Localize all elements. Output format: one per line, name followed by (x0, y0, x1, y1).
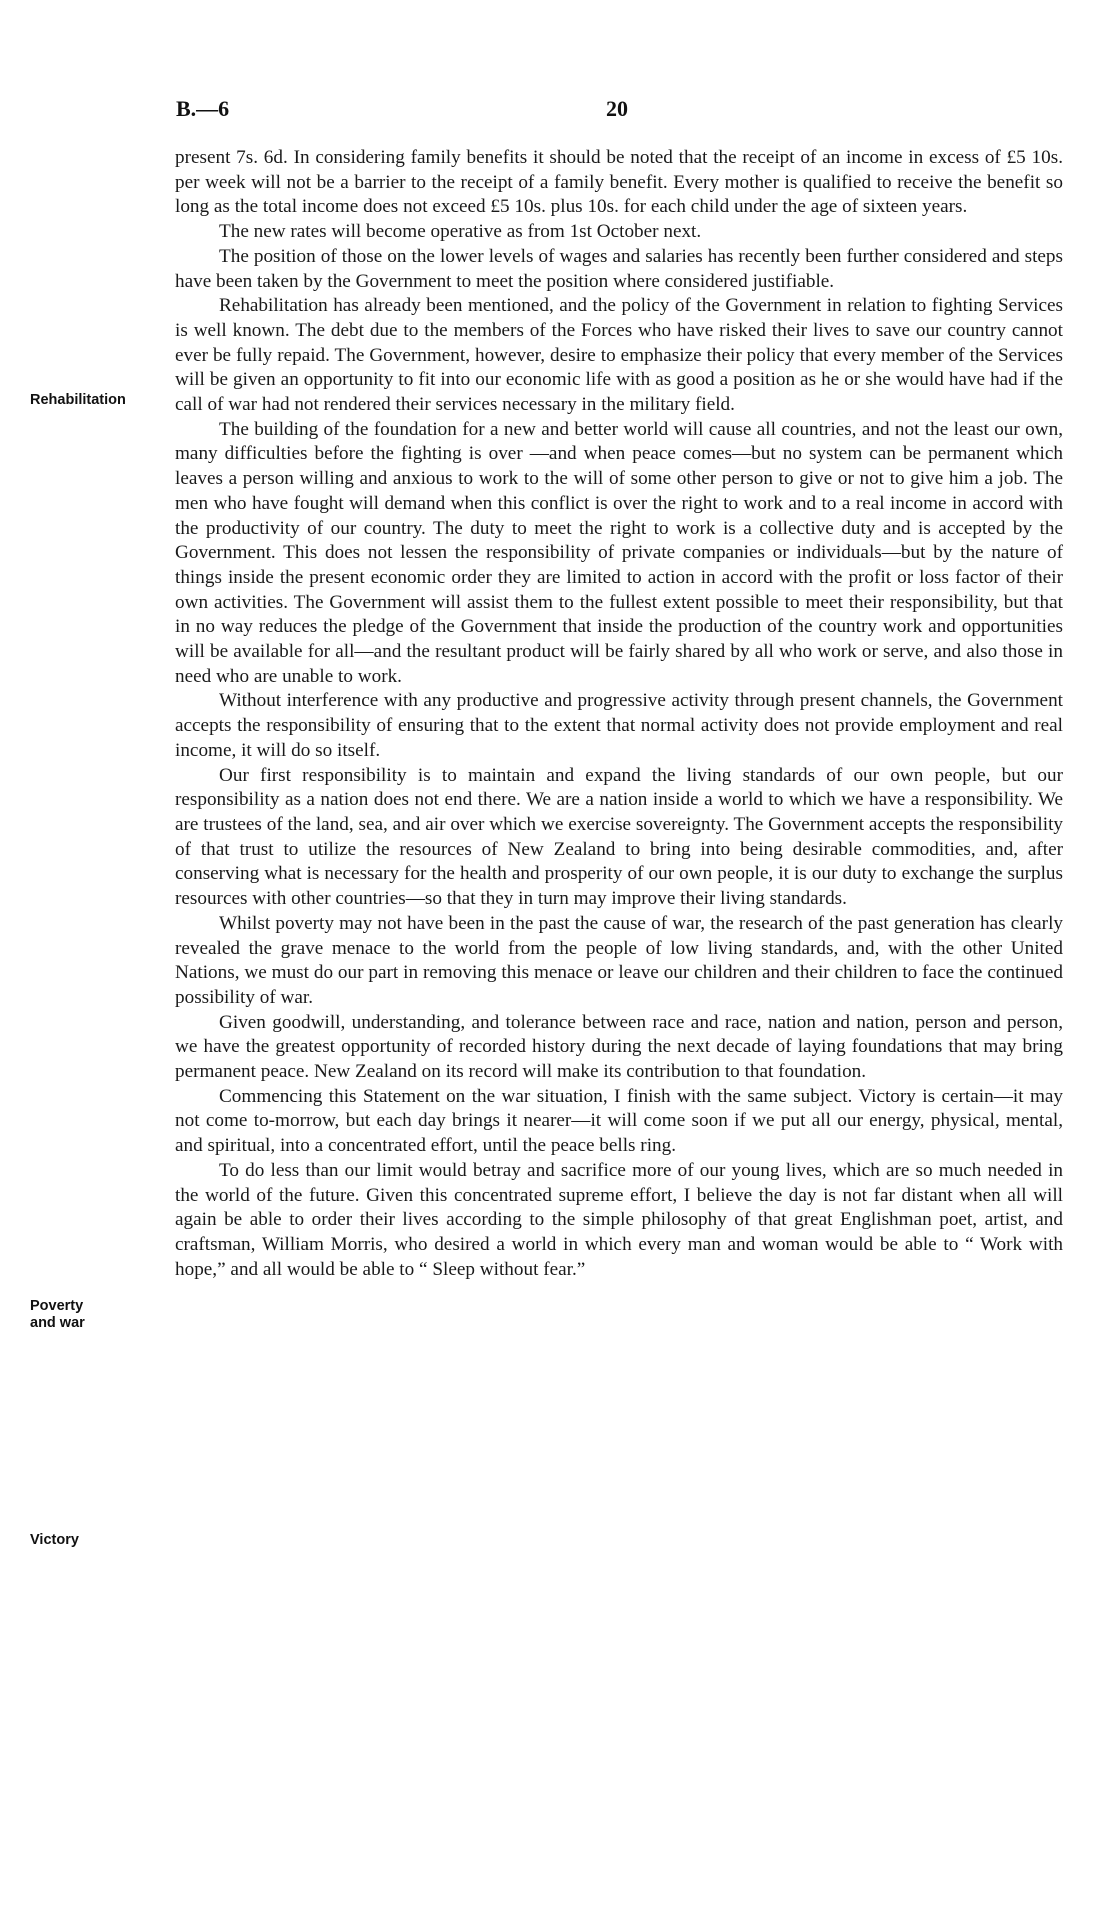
paragraph: The new rates will become operative as from 1st October next. (219, 221, 702, 243)
margin-note-text: Rehabilitation (30, 392, 126, 408)
body-text (175, 146, 1063, 1282)
paragraph: Given goodwill, understanding, and tolerance between race and race, nation and nation, person and person, we have the greatest opportunity of recorded history during the next decade of laying foundations that may bring permanent peace. New Zealand on its record will make its contribution to that foundation. (175, 1011, 1063, 1083)
margin-note-text: Victory (30, 1532, 79, 1548)
paragraph: Without interference with any productive and progressive activity through present channels, the Government accepts the responsibility of ensuring that to the extent that normal activity does not provide employment and real income, it will do so itself. (175, 690, 1063, 761)
page-number: 20 (606, 96, 628, 121)
paragraph: present 7s. 6d. In considering family benefits it should be noted that the receipt of an income in excess of £5 10s. per week will not be a barrier to the receipt of a family benefit. Every mother is qualified to receive the benefit so long as the total income does not exceed £5 10s. plus 10s. for each child under the age of sixteen years. (175, 147, 1063, 218)
margin-note-poverty-and-war (30, 1298, 165, 1332)
paragraph: Rehabilitation has already been mentioned, and the policy of the Government in relation to fighting Services is well known. The debt due to the members of the Forces who have risked their lives to save our country cannot ever be fully repaid. The Government, however, desire to emphasize their policy that every member of the Services will be given an opportunity to fit into our economic life with as good a position as he or she would have had if the call of war had not rendered their services necessary in the military field. (175, 295, 1063, 416)
paragraph: To do less than our limit would betray and sacrifice more of our young lives, which are so much needed in the world of the future. Given this concentrated supreme effort, I believe the day is not far distant when all will again be able to order their lives according to the simple philosophy of that great Englishman poet, artist, and craftsman, William Morris, who desired a world in which every man and woman would be able to “ Work with hope,” and all would be able to “ Sleep without fear.” (175, 1159, 1063, 1280)
paragraph: The building of the foundation for a new and better world will cause all countries, and not the least our own, many difficulties before the fighting is over —and when peace comes—but no system can be permanent which leaves a person willing and anxious to work to the will of some other person to give or not to give him a job. The men who have fought will demand when this conflict is over the right to work and to a real income in accord with the productivity of our country. The duty to meet the right to work is a collective duty and is accepted by the Government. This does not lessen the responsibility of private companies or individuals—but by the nature of things inside the present economic order they are limited to action in accord with the profit or loss factor of their own activities. The Government will assist them to the fullest extent possible to meet their responsibility, but that in no way reduces the pledge of the Government that inside the production of the country work and opportunities will be available for all—and the resultant product will be fairly shared by all who work or serve, and also those in need who are unable to work. (175, 418, 1063, 687)
margin-note-line: and war (30, 1315, 85, 1331)
margin-note-victory (30, 1532, 165, 1549)
margin-note-rehabilitation (30, 392, 165, 409)
paragraph: The position of those on the lower levels of wages and salaries has recently been further considered and steps have been taken by the Government to meet the position where considered justifiable. (175, 245, 1063, 292)
margin-note-line: Poverty (30, 1298, 84, 1314)
document-reference: B.—6 (176, 96, 230, 121)
paragraph: Our first responsibility is to maintain and expand the living standards of our own people, but our responsibility as a nation does not end there. We are a nation inside a world to which we have a responsibility. We are trustees of the land, sea, and air over which we exercise sovereignty. The Government accepts the responsibility of that trust to utilize the resources of New Zealand to bring into being desirable commodities, and, after conserving what is necessary for the health and prosperity of our own people, it is our duty to exchange the surplus resources with other countries—so that they in turn may improve their living standards. (175, 764, 1063, 910)
paragraph: Commencing this Statement on the war situation, I finish with the same subject. Victory is certain—it may not come to-morrow, but each day brings it nearer—it will come soon if we put all our energy, physical, mental, and spiritual, into a concentrated effort, until the peace bells ring. (175, 1085, 1063, 1157)
paragraph: Whilst poverty may not have been in the past the cause of war, the research of the past generation has clearly revealed the grave menace to the world from the people of low living standards, and, with the other United Nations, we must do our part in removing this menace or leave our children and their children to face the continued possibility of war. (175, 912, 1063, 1008)
